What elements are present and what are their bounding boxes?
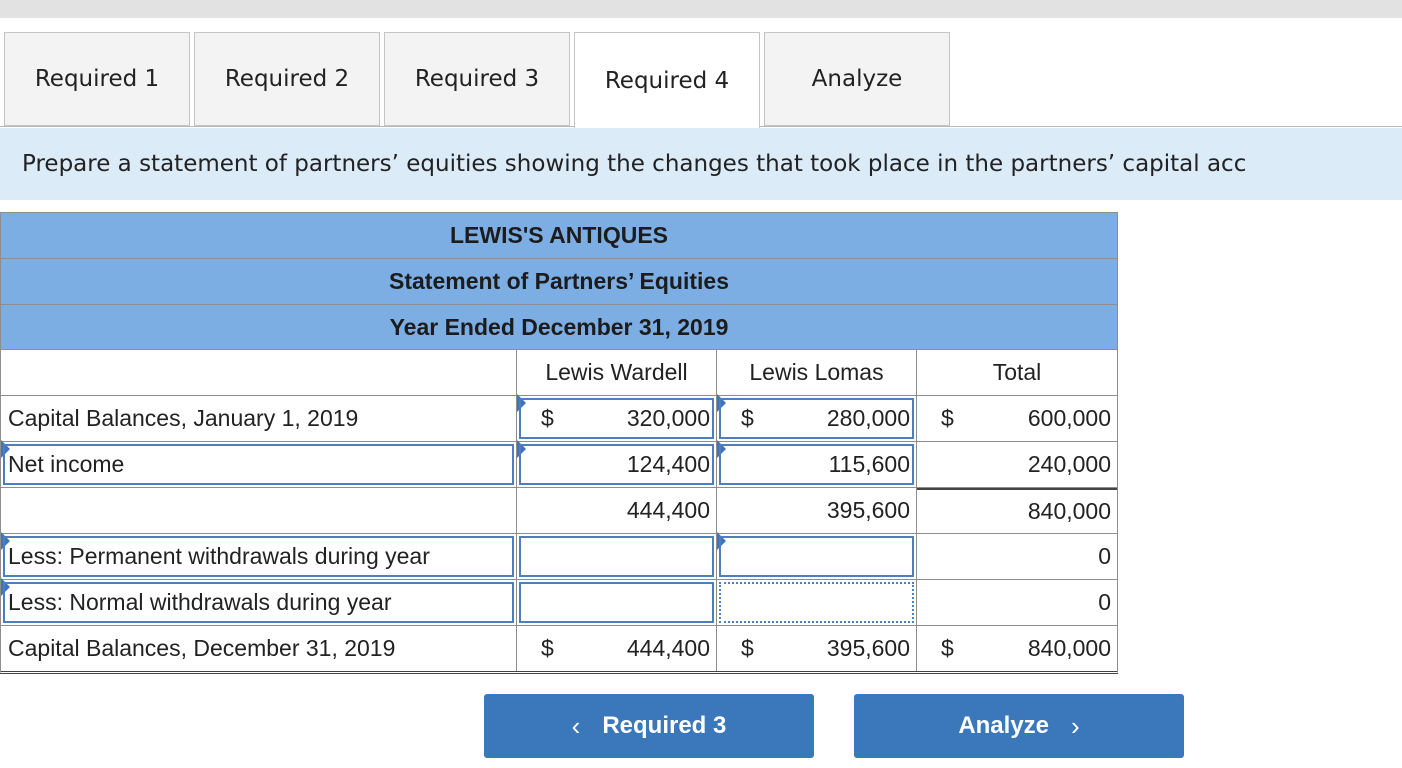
cell-value: 840,000 <box>1027 635 1111 661</box>
cell-value: 600,000 <box>1027 405 1111 431</box>
chevron-left-icon: ‹ <box>571 710 581 741</box>
cell-value: 280,000 <box>826 405 910 431</box>
tab-required-4[interactable] <box>574 32 760 128</box>
tab-required-1[interactable] <box>4 32 190 126</box>
cell-value: 124,400 <box>626 451 710 477</box>
lewis-lomas-net-income-input[interactable] <box>717 442 917 487</box>
lewis-wardell-permanent-withdrawals-input[interactable] <box>517 534 717 579</box>
normal-withdrawals-label-select[interactable] <box>1 580 517 625</box>
row-label: Capital Balances, January 1, 2019 <box>1 396 517 441</box>
input-border <box>719 536 914 577</box>
instruction-banner <box>0 128 1402 200</box>
cell-value: 444,400 <box>626 497 710 523</box>
instruction-text: Prepare a statement of partners’ equities showing the changes that took place in the partners’ capital acc <box>22 151 1247 177</box>
tab-label: Required 4 <box>604 67 730 94</box>
table-row <box>0 580 1118 626</box>
currency-symbol: $ <box>741 405 754 431</box>
statement-table <box>0 212 1118 674</box>
tab-required-2[interactable] <box>194 32 380 126</box>
column-header-row <box>0 350 1118 396</box>
input-flag-icon <box>1 532 10 550</box>
input-flag-icon <box>717 440 726 458</box>
lewis-wardell-closing <box>517 626 717 671</box>
cell-value: 840,000 <box>1027 498 1111 524</box>
input-border <box>519 536 714 577</box>
input-flag-icon <box>1 440 10 458</box>
table-row <box>0 626 1118 674</box>
lewis-wardell-opening-input[interactable] <box>517 396 717 441</box>
table-row <box>0 442 1118 488</box>
tab-label: Required 3 <box>414 66 540 92</box>
cell-value: 240,000 <box>1027 451 1111 477</box>
row-label: Less: Permanent withdrawals during year <box>8 543 430 569</box>
tab-label: Required 1 <box>34 66 160 92</box>
total-normal-withdrawals <box>917 580 1117 625</box>
prev-required-3-button[interactable] <box>484 694 814 758</box>
input-flag-icon <box>717 394 726 412</box>
lewis-wardell-normal-withdrawals-input[interactable] <box>517 580 717 625</box>
tab-required-3[interactable] <box>384 32 570 126</box>
prev-button-label: Required 3 <box>602 712 727 739</box>
company-name: LEWIS'S ANTIQUES <box>0 212 1118 258</box>
column-header-lewis-lomas: Lewis Lomas <box>717 350 917 395</box>
tab-label: Analyze <box>811 66 903 92</box>
currency-symbol: $ <box>941 405 954 431</box>
label-header <box>1 350 517 395</box>
lewis-lomas-closing <box>717 626 917 671</box>
currency-symbol: $ <box>541 405 554 431</box>
cell-value: 444,400 <box>626 635 710 661</box>
row-label: Capital Balances, December 31, 2019 <box>1 626 517 671</box>
total-permanent-withdrawals <box>917 534 1117 579</box>
row-label: Less: Normal withdrawals during year <box>8 589 392 615</box>
column-header-total: Total <box>992 359 1042 385</box>
column-header-lewis-wardell: Lewis Wardell <box>517 350 717 395</box>
input-flag-icon <box>517 440 526 458</box>
total-net-income <box>917 442 1117 487</box>
statement-period: Year Ended December 31, 2019 <box>0 304 1118 350</box>
table-row <box>0 396 1118 442</box>
input-flag-icon <box>717 532 726 550</box>
input-flag-icon <box>1 578 10 596</box>
next-analyze-button[interactable] <box>854 694 1184 758</box>
cell-value: 395,600 <box>826 635 910 661</box>
input-flag-icon <box>517 394 526 412</box>
row-label <box>1 488 517 533</box>
table-row <box>0 534 1118 580</box>
lewis-lomas-normal-withdrawals-input[interactable] <box>717 580 917 625</box>
tab-analyze[interactable] <box>764 32 950 126</box>
total-opening <box>917 396 1117 441</box>
row-label: Net income <box>8 451 125 477</box>
input-border <box>519 582 714 623</box>
lewis-wardell-subtotal <box>517 488 717 533</box>
lewis-lomas-subtotal <box>717 488 917 533</box>
permanent-withdrawals-label-select[interactable] <box>1 534 517 579</box>
total-subtotal <box>917 488 1117 533</box>
cell-value: 115,600 <box>828 451 910 477</box>
tab-label: Required 2 <box>224 66 350 92</box>
next-button-label: Analyze <box>958 712 1050 739</box>
lewis-wardell-net-income-input[interactable] <box>517 442 717 487</box>
currency-symbol: $ <box>541 635 554 661</box>
top-bar <box>0 0 1402 18</box>
currency-symbol: $ <box>741 635 754 661</box>
cell-value: 0 <box>1098 543 1111 569</box>
chevron-right-icon: › <box>1071 710 1080 741</box>
cell-value: 0 <box>1098 589 1111 615</box>
lewis-lomas-opening-input[interactable] <box>717 396 917 441</box>
total-closing <box>917 626 1117 671</box>
cell-value: 395,600 <box>826 497 910 523</box>
input-focus-border <box>719 582 914 623</box>
table-row <box>0 488 1118 534</box>
net-income-label-select[interactable] <box>1 442 517 487</box>
cell-value: 320,000 <box>626 405 710 431</box>
statement-title: Statement of Partners’ Equities <box>0 258 1118 304</box>
lewis-lomas-permanent-withdrawals-input[interactable] <box>717 534 917 579</box>
currency-symbol: $ <box>941 635 954 661</box>
